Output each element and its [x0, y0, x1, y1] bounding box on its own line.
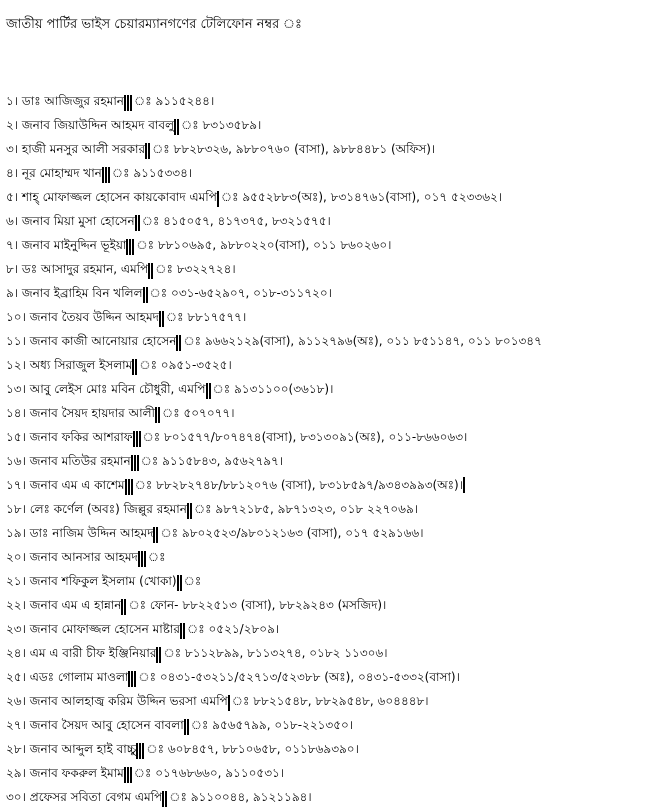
entry-name: জনাব কাজী আনোয়ার হোসেন	[29, 334, 177, 348]
list-item	[6, 641, 646, 665]
missing-glyph-box-icon	[180, 623, 182, 639]
missing-glyph-box-icon	[151, 263, 153, 279]
entry-separator: ঃ	[181, 118, 199, 132]
missing-glyph-box-icon	[135, 215, 137, 231]
missing-glyph-box-icon	[177, 575, 179, 591]
placeholder-boxes	[133, 432, 142, 446]
entry-separator: ঃ	[163, 646, 182, 660]
entry-name: ডাঃ আজিজুর রহমান	[21, 94, 124, 108]
entry-separator: ঃ	[212, 382, 231, 396]
entry-separator: ঃ	[134, 478, 153, 492]
entry-phones: ফোন- ৮৮২২৫১৩ (বাসা), ৮৮২৯২৪৩ (মসজিদ)।	[149, 598, 387, 612]
missing-glyph-box-icon	[137, 455, 139, 471]
entry-phones: ০৯৫১-৩৫২৫।	[160, 358, 232, 372]
entry-separator: ঃ	[152, 142, 170, 156]
entry-name: জনাব তৈয়ব উদ্দিন আহমদ	[29, 310, 159, 324]
placeholder-boxes	[125, 480, 134, 494]
placeholder-boxes	[148, 264, 154, 278]
entry-separator: ঃ	[139, 358, 157, 372]
list-item	[6, 785, 646, 809]
entry-name: জনাব মোফাজ্জল হোসেন মাষ্টার	[29, 622, 181, 636]
entry-name: জনাব শফিকুল ইসলাম (খোকা)	[29, 574, 177, 588]
entry-name: এডঃ গোলাম মাওলা	[29, 670, 129, 684]
entry-separator: ঃ	[161, 406, 180, 420]
entry-number: ২৭।	[6, 718, 26, 732]
entry-number: ২।	[6, 118, 19, 132]
missing-glyph-box-icon	[145, 143, 147, 159]
entry-separator: ঃ	[169, 790, 187, 804]
entry-phones: ৮৮১৭৫৭৭।	[187, 310, 247, 324]
entry-name: জনাব জিয়াউদ্দিন আহমদ বাবলু	[21, 118, 175, 132]
entry-name: জনাব সৈয়দ হায়দার আলী	[29, 406, 155, 420]
entry-phones: ৪১৫০৫৭, ৪১৭৩৭৫, ৮৩২১৫৭৫।	[163, 214, 331, 228]
entry-separator: ঃ	[183, 334, 202, 348]
entry-separator: ঃ	[140, 454, 159, 468]
entry-name: অধ্য সিরাজুল ইসলাম	[29, 358, 133, 372]
entry-phones: ৬০৮৪৫৭, ৮৮১০৬৫৮, ০১১৮৬৯৩৯০।	[167, 742, 359, 756]
missing-glyph-box-icon	[133, 431, 135, 447]
placeholder-boxes	[184, 720, 190, 734]
placeholder-boxes	[126, 240, 135, 254]
entry-number: ৪।	[6, 166, 19, 180]
placeholder-boxes	[177, 576, 183, 590]
missing-glyph-box-icon	[179, 335, 181, 351]
list-item	[6, 593, 646, 617]
entry-name: জনাব ইব্রাহিম বিন খলিল	[21, 286, 143, 300]
entry-phones: ৮৮২১৫৪৮, ৮৮২৯৫৪৮, ৬০৪৪৪৮।	[253, 694, 429, 708]
entry-separator: ঃ	[138, 670, 157, 684]
entry-name: নূর মোহাম্মদ খান	[21, 166, 102, 180]
placeholder-boxes	[124, 768, 133, 782]
entry-number: ৯।	[6, 286, 19, 300]
entry-name: জনাব আলহাজ্ব করিম উদ্দিন ভরসা এমপি	[29, 694, 228, 708]
entry-separator: ঃ	[111, 166, 130, 180]
missing-glyph-box-icon	[105, 167, 107, 183]
missing-glyph-box-icon	[141, 551, 143, 567]
missing-glyph-box-icon	[180, 575, 182, 591]
missing-glyph-box-icon	[190, 503, 192, 519]
placeholder-boxes	[143, 288, 149, 302]
entry-phones: ৯১১৫২৪৪।	[155, 94, 215, 108]
placeholder-boxes	[145, 144, 151, 158]
entry-number: ২৩।	[6, 622, 26, 636]
entry-phones: ০৫২১/২৮০৯।	[208, 622, 280, 636]
entry-name: জনাব ফকরুল ইমাম	[29, 766, 124, 780]
entry-phones: ৮৮২৮২৭৪৮/৮৮১২০৭৬ (বাসা), ৮৩১৮৫৯৭/৯৩৪৩৯৯৩(অঃ)।	[156, 478, 463, 492]
missing-glyph-box-icon	[174, 119, 176, 135]
entry-phones: ০৩১-৬৫২৯০৭, ০১৮-৩১১৭২০।	[171, 286, 332, 300]
entry-number: ২৫।	[6, 670, 26, 684]
entry-separator: ঃ	[190, 718, 209, 732]
entry-number: ৫।	[6, 190, 19, 204]
missing-glyph-box-icon	[146, 287, 148, 303]
list-item	[6, 401, 646, 425]
missing-glyph-box-icon	[177, 119, 179, 135]
entry-number: ৬।	[6, 214, 19, 228]
entry-number: ২২।	[6, 598, 26, 612]
entry-name: জনাব এম এ হান্নান	[29, 598, 122, 612]
missing-glyph-box-icon	[187, 719, 189, 735]
entry-name: লেঃ কর্ণেল (অবঃ) জিল্লুর রহমান	[29, 502, 187, 516]
list-item	[6, 137, 646, 161]
missing-glyph-box-icon	[158, 407, 160, 423]
missing-glyph-box-icon	[136, 431, 138, 447]
missing-glyph-box-icon	[187, 503, 189, 519]
entry-number: ১৩।	[6, 382, 26, 396]
entry-phones: ৯৮৭২১৮৫, ৯৮৭১৩২৩, ০১৮ ২২৭০৬৯।	[215, 502, 419, 516]
missing-glyph-box-icon	[130, 95, 132, 111]
entry-number: ১৮।	[6, 502, 26, 516]
list-item	[6, 353, 646, 377]
entry-name: জনাব আব্দুল হাই বাচ্চু	[29, 742, 137, 756]
list-item	[6, 473, 646, 497]
entry-separator: ঃ	[231, 694, 250, 708]
list-item	[6, 617, 646, 641]
list-item	[6, 569, 646, 593]
list-item	[6, 257, 646, 281]
placeholder-boxes	[136, 744, 145, 758]
missing-glyph-box-icon	[148, 263, 150, 279]
entry-number: ৩।	[6, 142, 19, 156]
entry-phones: ৫০৭০৭৭।	[183, 406, 235, 420]
entry-name: এম এ বারী চীফ ইঞ্জিনিয়ার	[29, 646, 157, 660]
list-item	[6, 713, 646, 737]
missing-glyph-box-icon	[134, 671, 136, 687]
placeholder-boxes	[156, 648, 162, 662]
placeholder-boxes	[132, 360, 138, 374]
entry-number: ১৬।	[6, 454, 26, 468]
entry-name: ডঃ আসাদুর রহমান, এমপি	[21, 262, 149, 276]
entry-phones: ০৪৩১-৫৩২১১/৫২৭১৩/৫২৩৮৮ (অঃ), ০৪৩১-৫৩৩২(বাসা)।	[159, 670, 460, 684]
entry-phones: ৮৩১৩৫৮৯।	[202, 118, 262, 132]
entry-number: ২৮।	[6, 742, 26, 756]
missing-glyph-box-icon	[155, 407, 157, 423]
entry-separator: ঃ	[160, 526, 179, 540]
entry-phones: ৯৬৬২১২৯(বাসা), ৯১১২৭৯৬(অঃ), ০১১ ৮৫১১৪৭, ০১১ ৮০১৩৪৭	[204, 334, 542, 348]
list-item	[6, 521, 646, 545]
entry-phones: ৯৫৫২৮৮৩(অঃ), ৮৩১৪৭৬১(বাসা), ০১৭ ৫২৩৩৬২।	[242, 190, 503, 204]
missing-glyph-box-icon	[184, 719, 186, 735]
entry-name: জনাব আনসার আহমদ	[29, 550, 138, 564]
missing-glyph-box-icon	[125, 479, 127, 495]
entry-name: জনাব ফকির আশরাফ	[29, 430, 133, 444]
entry-name: শাহ্ মোফাজ্জল হোসেন কায়কোবাদ এমপি	[21, 190, 217, 204]
entry-number: ১০।	[6, 310, 26, 324]
entry-separator: ঃ	[147, 550, 166, 564]
entry-phones: ৮১১২৮৯৯, ৮১১৩২৭৪, ০১৮২ ১১৩০৬।	[184, 646, 388, 660]
entry-separator: ঃ	[136, 238, 155, 252]
missing-glyph-box-icon	[148, 143, 150, 159]
missing-glyph-box-icon	[124, 767, 126, 783]
entry-name: জনাব মাইনুদ্দিন ভূইয়া	[21, 238, 127, 252]
placeholder-boxes	[159, 312, 165, 326]
entry-separator: ঃ	[142, 430, 161, 444]
missing-glyph-box-icon	[139, 431, 141, 447]
entry-separator: ঃ	[165, 310, 184, 324]
placeholder-boxes	[128, 672, 137, 686]
entry-number: ৩০।	[6, 790, 26, 804]
entry-number: ২০।	[6, 550, 26, 564]
placeholder-boxes	[162, 792, 168, 806]
entry-phones: ৯১১০০৪৪, ৯১২১১৯৪।	[190, 790, 312, 804]
missing-glyph-box-icon	[127, 767, 129, 783]
missing-glyph-box-icon	[134, 455, 136, 471]
missing-glyph-box-icon	[165, 791, 167, 807]
entry-separator: ঃ	[128, 598, 147, 612]
missing-glyph-box-icon	[143, 287, 145, 303]
list-item	[6, 737, 646, 761]
list-item	[6, 161, 646, 185]
placeholder-boxes	[155, 408, 161, 422]
missing-glyph-box-icon	[127, 95, 129, 111]
missing-glyph-box-icon	[183, 623, 185, 639]
list-item	[6, 377, 646, 401]
placeholder-boxes	[138, 552, 147, 566]
placeholder-boxes	[180, 624, 186, 638]
missing-glyph-box-icon	[130, 767, 132, 783]
list-item	[6, 113, 646, 137]
entry-phones: ৯১১৫৩৩৪।	[133, 166, 193, 180]
entry-name: জনাব সৈয়দ আবু হোসেন বাবলা	[29, 718, 184, 732]
missing-glyph-box-icon	[132, 239, 134, 255]
entry-number: ১৪।	[6, 406, 26, 420]
entry-phones: ৯৫৬৫৭৯৯, ০১৮-২২১৩৫০।	[212, 718, 354, 732]
missing-glyph-box-icon	[156, 527, 158, 543]
placeholder-boxes	[124, 96, 133, 110]
entry-name: আবু লেইস মোঃ মবিন চৌধুরী, এমপি	[29, 382, 206, 396]
missing-glyph-box-icon	[128, 479, 130, 495]
placeholder-boxes	[153, 528, 159, 542]
entry-number: ৭।	[6, 238, 19, 252]
missing-glyph-box-icon	[144, 551, 146, 567]
list-item	[6, 545, 646, 569]
entry-separator: ঃ	[183, 574, 202, 588]
missing-glyph-box-icon	[206, 383, 208, 399]
list-item	[6, 281, 646, 305]
placeholder-boxes	[176, 336, 182, 350]
entry-separator: ঃ	[141, 214, 160, 228]
entry-phones: ৮৩২২৭২৪।	[176, 262, 236, 276]
placeholder-boxes	[102, 168, 111, 182]
entry-name: ডাঃ নাজিম উদ্দিন আহমদ	[29, 526, 154, 540]
entry-separator: ঃ	[133, 766, 152, 780]
entry-separator: ঃ	[155, 262, 173, 276]
missing-glyph-box-icon	[102, 167, 104, 183]
placeholder-boxes	[121, 600, 127, 614]
entry-separator: ঃ	[220, 190, 239, 204]
entry-phones: ৮০১৫৭৭/৮০৭৪৭৪(বাসা), ৮৩১৩০৯১(অঃ), ০১১-৮৬৬০৬৩।	[164, 430, 468, 444]
entry-separator: ঃ	[187, 622, 205, 636]
list-item	[6, 761, 646, 785]
placeholder-boxes	[187, 504, 193, 518]
entry-number: ১৯।	[6, 526, 26, 540]
missing-glyph-box-icon	[135, 359, 137, 375]
entry-phones: ৮৮১০৬৯৫, ৯৮৮০২২০(বাসা), ০১১ ৮৬০২৬০।	[157, 238, 392, 252]
missing-glyph-box-icon	[138, 215, 140, 231]
missing-glyph-box-icon	[108, 167, 110, 183]
placeholder-boxes	[206, 384, 212, 398]
missing-glyph-box-icon	[124, 599, 126, 615]
list-item	[6, 185, 646, 209]
entry-number: ১।	[6, 94, 19, 108]
phone-list	[6, 89, 646, 809]
entry-number: ২১।	[6, 574, 26, 588]
placeholder-boxes	[217, 192, 220, 206]
missing-glyph-box-icon	[162, 791, 164, 807]
entry-number: ২৯।	[6, 766, 26, 780]
document-heading: জাতীয় পার্টির ভাইস চেয়ারম্যানগণের টেলিফোন নম্বর ঃ	[6, 17, 302, 32]
list-item	[6, 233, 646, 257]
entry-name: হাজী মনসুর আলী সরকার	[21, 142, 146, 156]
entry-name: প্রফেসর সবিতা বেগম এমপি	[29, 790, 163, 804]
entry-separator: ঃ	[146, 742, 165, 756]
missing-glyph-box-icon	[131, 455, 133, 471]
missing-glyph-box-icon	[124, 95, 126, 111]
entry-name: জনাব মতিউর রহমান	[29, 454, 131, 468]
list-item	[6, 689, 646, 713]
entry-separator: ঃ	[149, 286, 168, 300]
missing-glyph-box-icon	[131, 479, 133, 495]
entry-name: জনাব এম এ কাশেম	[29, 478, 125, 492]
placeholder-boxes	[135, 216, 141, 230]
entry-number: ১১।	[6, 334, 26, 348]
missing-glyph-box-icon	[217, 191, 219, 207]
entry-phones: ০১৭৬৮৬৬০, ৯১১০৫৩১।	[155, 766, 285, 780]
placeholder-boxes	[228, 696, 231, 710]
entry-name: জনাব মিয়া মুসা হোসেন	[21, 214, 135, 228]
entry-number: ২৬।	[6, 694, 26, 708]
entry-phones: ৮৮২৮৩২৬, ৯৮৮০৭৬০ (বাসা), ৯৮৮৪৪৮১ (অফিস)।	[173, 142, 436, 156]
entry-number: ১৭।	[6, 478, 26, 492]
entry-phones: ৯১১৫৮৪৩, ৯৫৬২৭৯৭।	[162, 454, 284, 468]
missing-glyph-box-icon	[138, 551, 140, 567]
list-item	[6, 497, 646, 521]
list-item	[6, 329, 646, 353]
list-item	[6, 305, 646, 329]
missing-glyph-box-icon	[162, 311, 164, 327]
entry-number: ১২।	[6, 358, 26, 372]
missing-glyph-box-icon	[228, 695, 230, 711]
entry-phones: ৯১৩১১০০(৩৬১৮)।	[234, 382, 334, 396]
list-item	[6, 425, 646, 449]
entry-separator: ঃ	[193, 502, 212, 516]
entry-number: ২৪।	[6, 646, 26, 660]
list-item	[6, 665, 646, 689]
list-item	[6, 89, 646, 113]
list-item	[6, 209, 646, 233]
placeholder-boxes	[131, 456, 140, 470]
placeholder-boxes	[174, 120, 180, 134]
entry-number: ১৫।	[6, 430, 26, 444]
missing-glyph-box-icon	[209, 383, 211, 399]
list-item	[6, 449, 646, 473]
missing-glyph-box-icon	[142, 743, 144, 759]
entry-phones: ৯৮০২৫২৩/৯৮০১২১৬৩ (বাসা), ০১৭ ৫২৯১৬৬।	[181, 526, 424, 540]
missing-glyph-box-icon	[159, 647, 161, 663]
entry-number: ৮।	[6, 262, 19, 276]
missing-glyph-box-icon	[463, 477, 465, 493]
missing-glyph-box-icon	[159, 311, 161, 327]
entry-separator: ঃ	[133, 94, 152, 108]
